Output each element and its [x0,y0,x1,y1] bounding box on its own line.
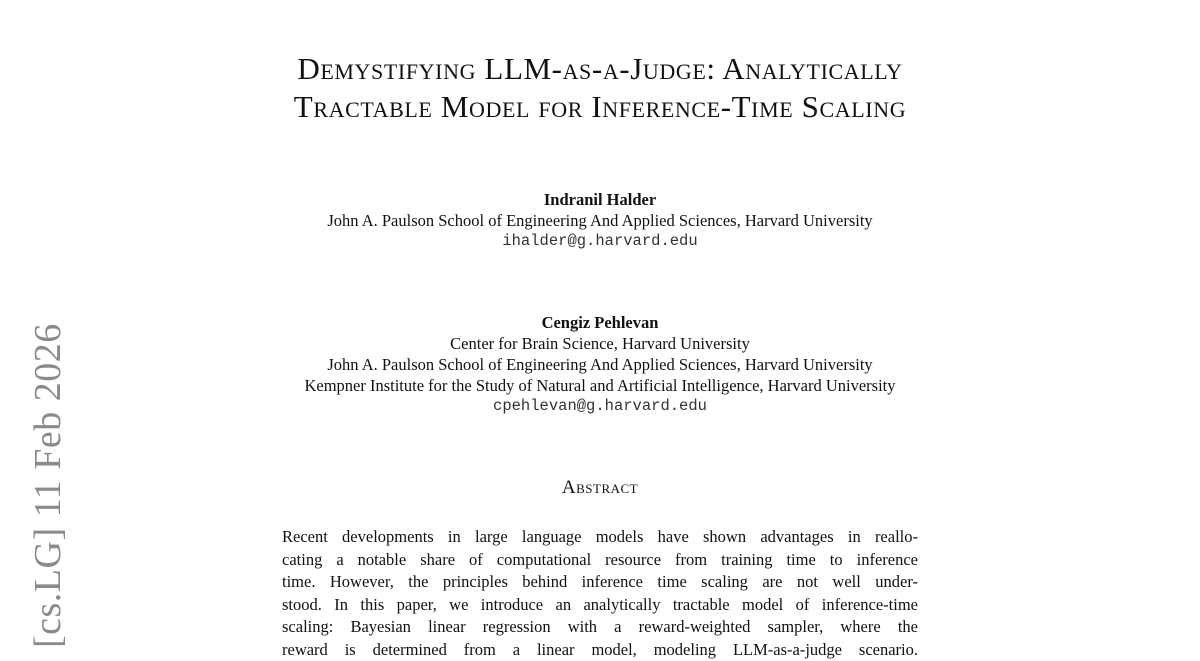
paper-title [0,50,1200,126]
abstract-line: scaling: Bayesian linear regression with a reward-weighted sampler, where the [282,616,918,639]
abstract-line: reward is determined from a linear model, modeling LLM-as-a-judge scenario. [282,639,918,661]
abstract-line: time. However, the principles behind inference time scaling are not well under- [282,571,918,594]
author-email[interactable]: ihalder@g.harvard.edu [0,231,1200,252]
author-email[interactable]: cpehlevan@g.harvard.edu [0,396,1200,417]
author-name: Cengiz Pehlevan [0,312,1200,333]
author-name: Indranil Halder [0,189,1200,210]
abstract-body [282,526,918,661]
abstract-line: Recent developments in large language models have shown advantages in reallo- [282,526,918,549]
author-block-halder [0,189,1200,252]
author-affiliation: Kempner Institute for the Study of Natural and Artificial Intelligence, Harvard University [0,375,1200,396]
abstract-line: cating a notable share of computational resource from training time to inference [282,549,918,572]
author-affiliation: John A. Paulson School of Engineering And Applied Sciences, Harvard University [0,210,1200,231]
title-line: Demystifying LLM-as-a-Judge: Analytically [0,50,1200,88]
abstract-heading: Abstract [0,477,1200,499]
arxiv-side-stamp: [cs.LG] 11 Feb 2026 [26,323,70,648]
author-block-pehlevan [0,312,1200,417]
abstract-line: stood. In this paper, we introduce an analytically tractable model of inference-time [282,594,918,617]
title-line: Tractable Model for Inference-Time Scaling [0,88,1200,126]
author-affiliation: John A. Paulson School of Engineering And Applied Sciences, Harvard University [0,354,1200,375]
author-affiliation: Center for Brain Science, Harvard University [0,333,1200,354]
